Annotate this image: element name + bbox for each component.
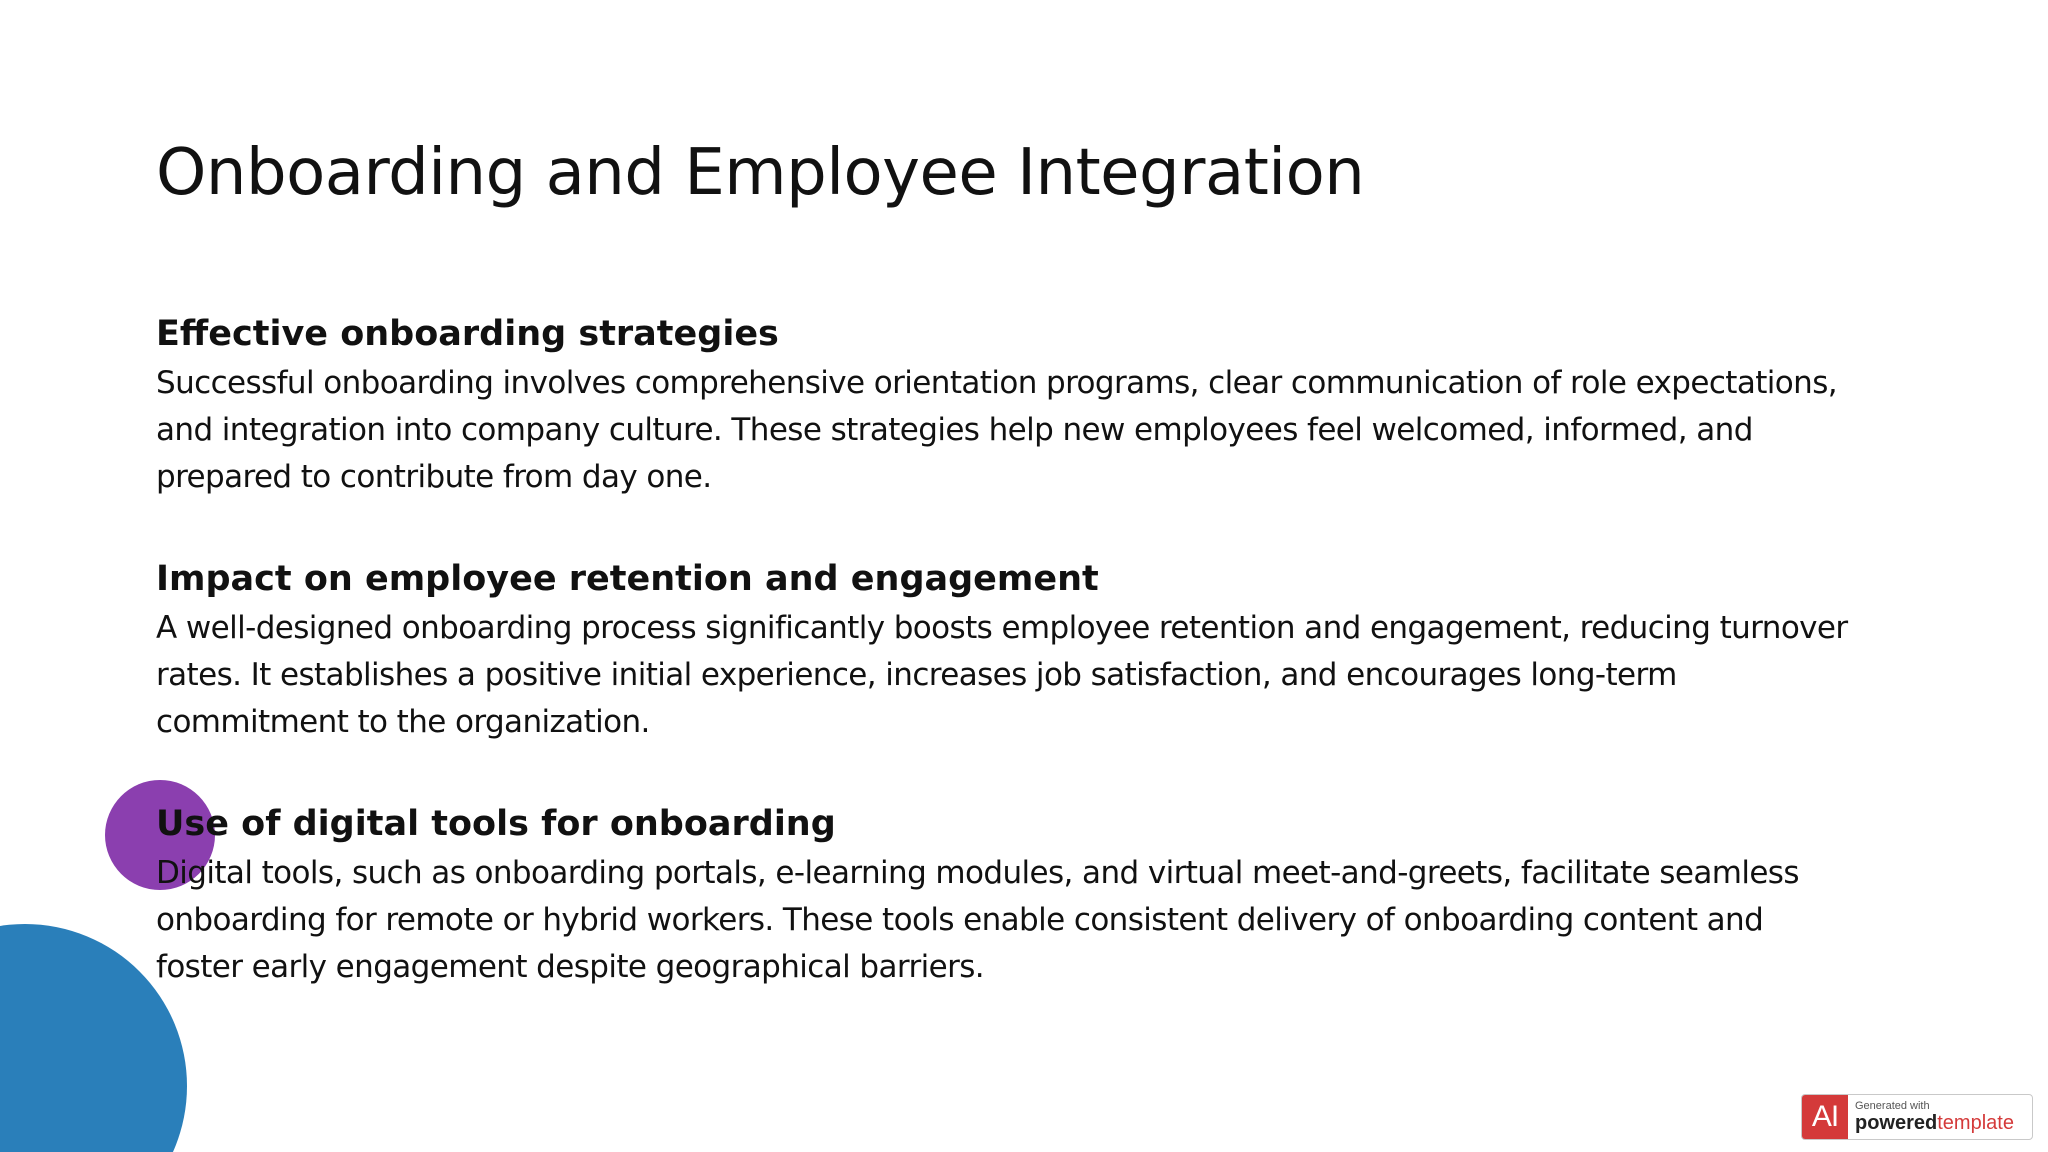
badge-caption: Generated with bbox=[1855, 1100, 1930, 1112]
section-body: Successful onboarding involves comprehensive orientation programs, clear communication of role expectations, and integration into company culture. These strategies help new employees feel welcomed, informed, and prepared to contribute from day one. bbox=[156, 365, 1838, 495]
powered-template-badge[interactable] bbox=[1801, 1094, 2033, 1140]
section-body: Digital tools, such as onboarding portals, e-learning modules, and virtual meet-and-greets, facilitate seamless onboarding for remote or hybrid workers. These tools enable consistent delivery of onboarding content and foster early engagement despite geographical barriers. bbox=[156, 855, 1799, 985]
slide-title: Onboarding and Employee Integration bbox=[156, 136, 1365, 210]
badge-brand-bold: powered bbox=[1855, 1112, 1938, 1134]
slide-content bbox=[156, 308, 1856, 1043]
section-heading: Impact on employee retention and engagement bbox=[156, 559, 1099, 599]
badge-brand-light: template bbox=[1937, 1112, 2014, 1134]
ai-logo-icon: AI bbox=[1802, 1095, 1848, 1139]
section-effective-onboarding bbox=[156, 308, 1856, 501]
section-heading: Effective onboarding strategies bbox=[156, 314, 779, 354]
section-digital-tools bbox=[156, 798, 1856, 991]
section-retention-engagement bbox=[156, 553, 1856, 746]
badge-brand bbox=[1855, 1112, 2014, 1134]
badge-text bbox=[1848, 1095, 2014, 1139]
section-heading: Use of digital tools for onboarding bbox=[156, 804, 836, 844]
section-body: A well-designed onboarding process significantly boosts employee retention and engagement, reducing turnover rates. It establishes a positive initial experience, increases job satisfaction, and encourages long-term commitment to the organization. bbox=[156, 610, 1848, 740]
